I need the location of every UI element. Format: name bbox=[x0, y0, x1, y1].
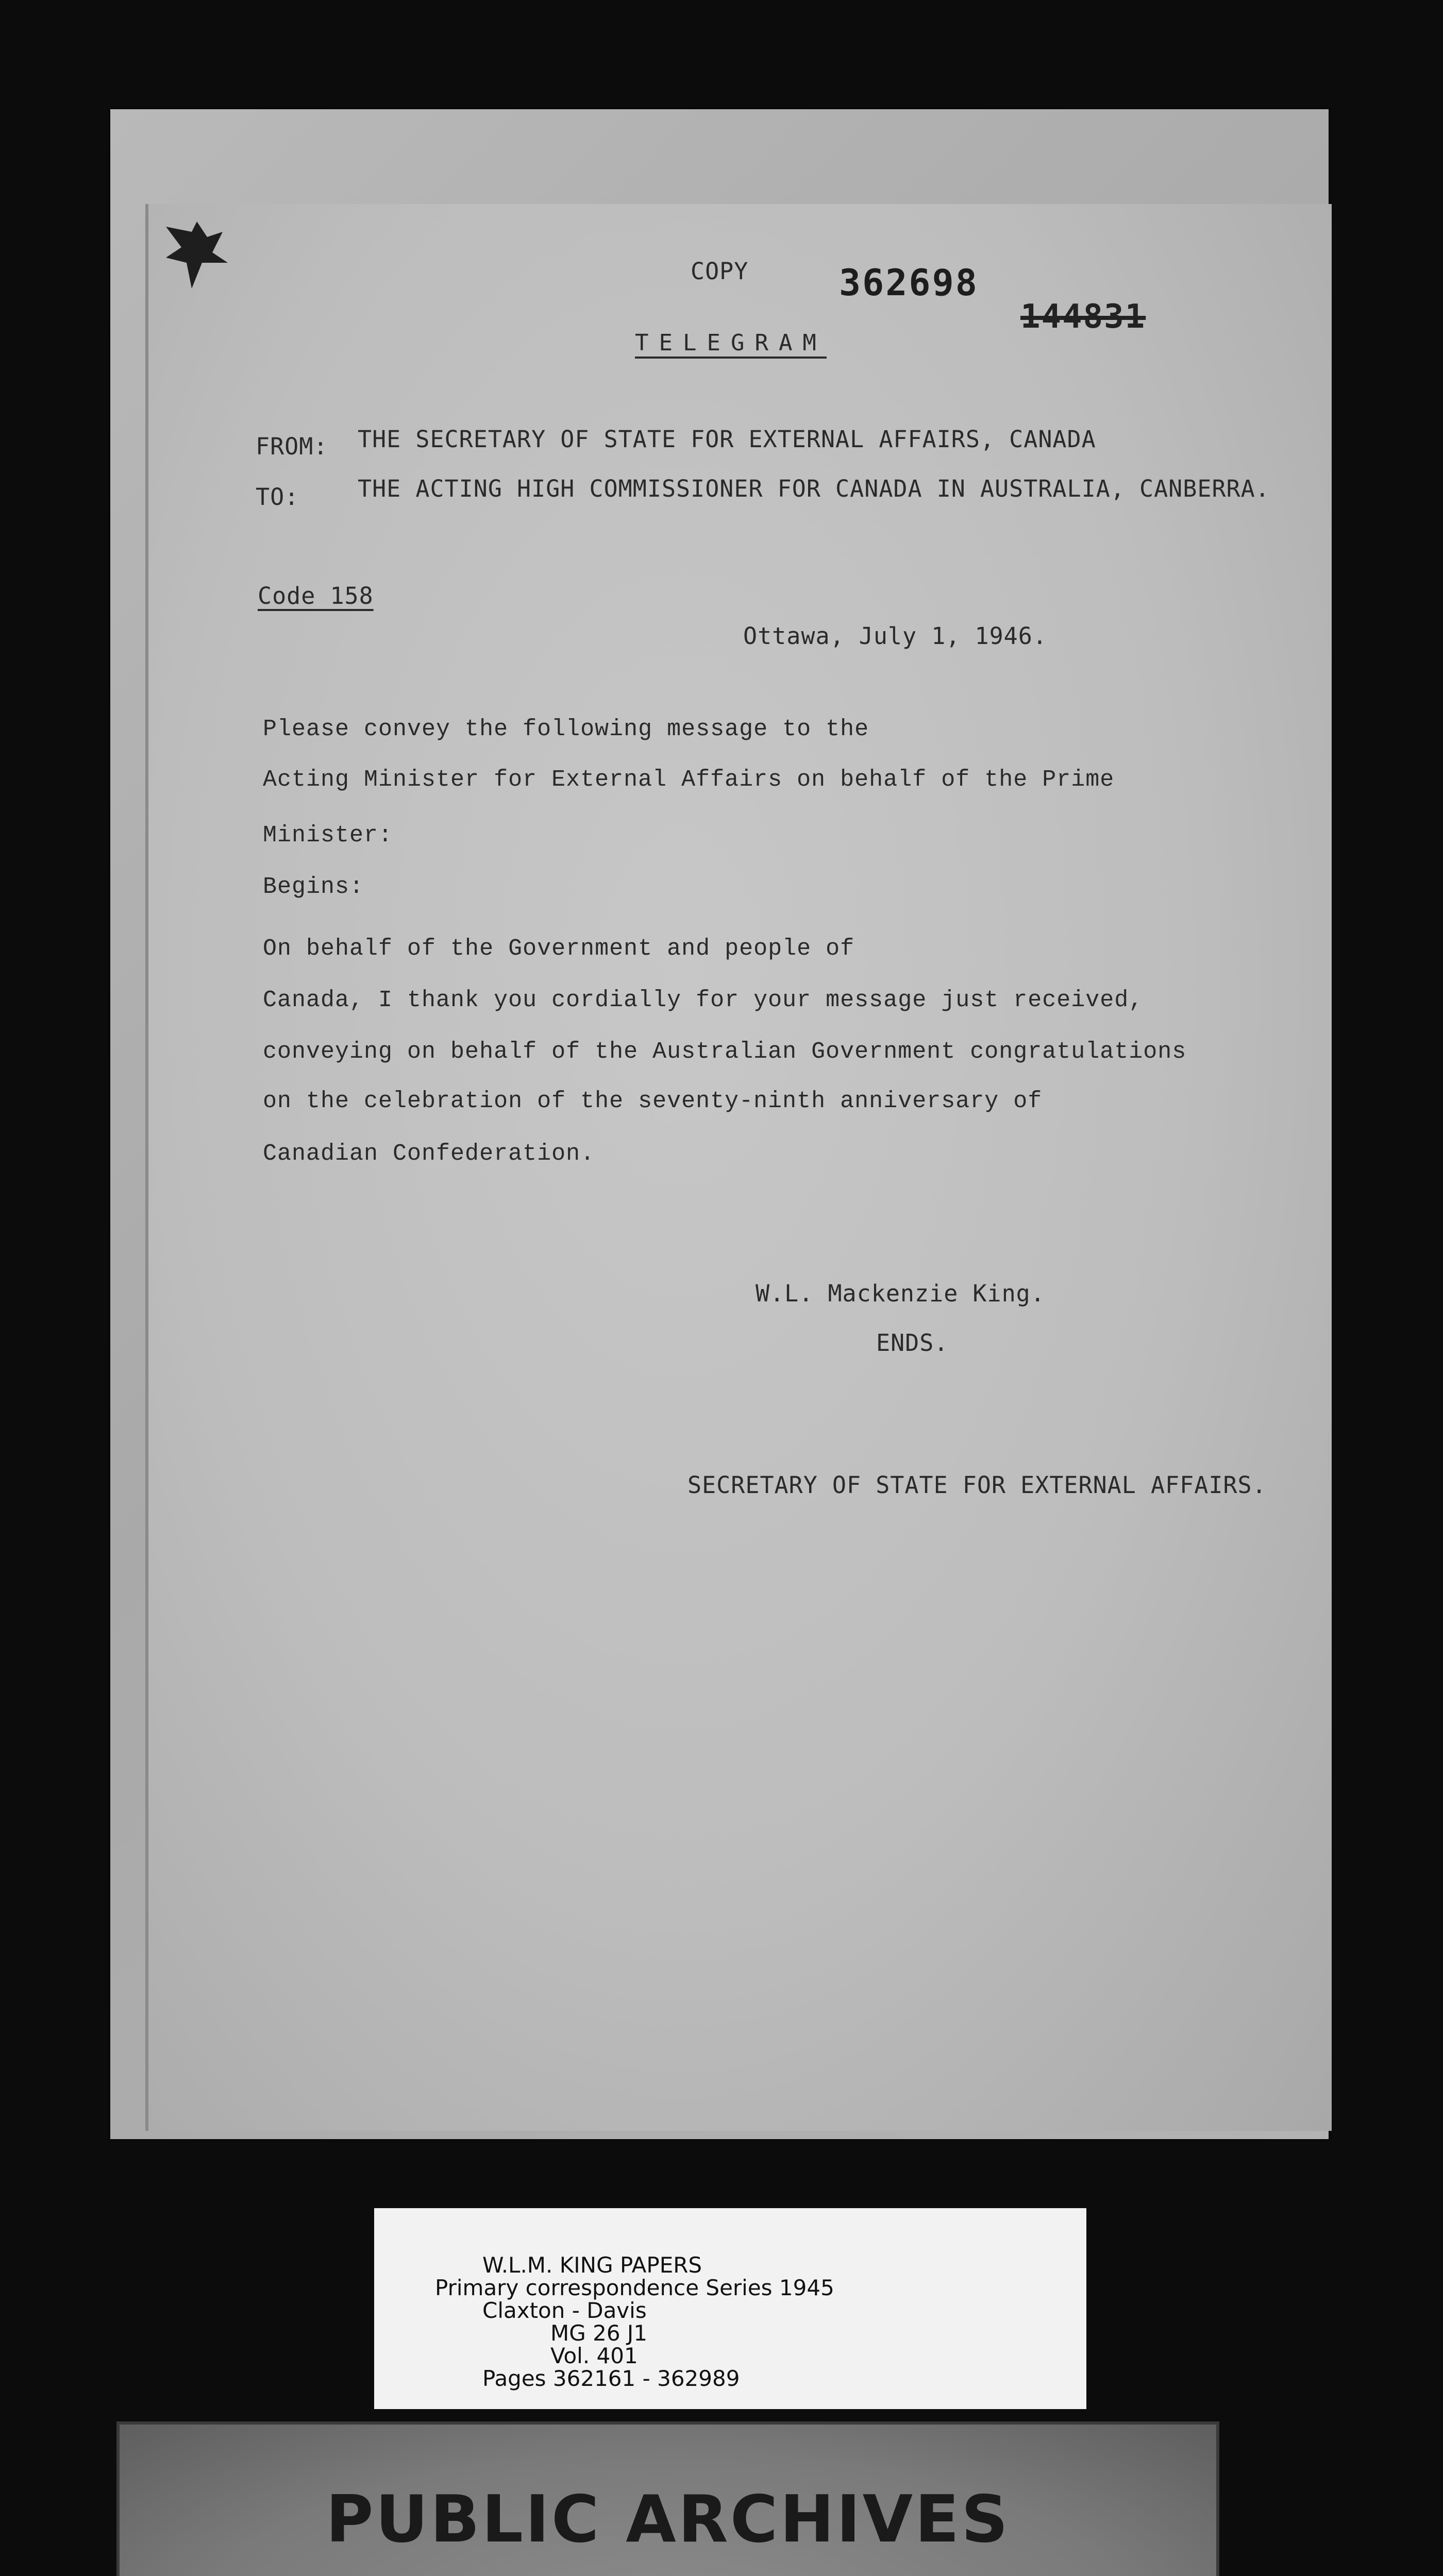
label-volume: Vol. 401 bbox=[550, 2343, 638, 2368]
telegram-heading: TELEGRAM bbox=[635, 330, 827, 356]
copy-label: COPY bbox=[691, 258, 749, 285]
from-value: THE SECRETARY OF STATE FOR EXTERNAL AFFAIRS, CANADA bbox=[358, 426, 1096, 453]
label-series: Primary correspondence Series 1945 bbox=[435, 2275, 834, 2300]
code-reference: Code 158 bbox=[258, 582, 374, 609]
closing-sender: SECRETARY OF STATE FOR EXTERNAL AFFAIRS. bbox=[687, 1471, 1267, 1499]
body-line: on the celebration of the seventy-ninth anniversary of bbox=[263, 1088, 1043, 1114]
label-pages: Pages 362161 - 362989 bbox=[482, 2366, 740, 2391]
body-line: Begins: bbox=[263, 874, 364, 900]
body-line: Please convey the following message to the bbox=[263, 716, 869, 742]
body-line: On behalf of the Government and people of bbox=[263, 936, 855, 962]
ends-marker: ENDS. bbox=[876, 1329, 949, 1357]
body-line: conveying on behalf of the Australian Government congratulations bbox=[263, 1039, 1187, 1065]
label-title: W.L.M. KING PAPERS bbox=[482, 2252, 702, 2278]
body-line: Minister: bbox=[263, 822, 393, 849]
from-label: FROM: bbox=[256, 433, 328, 460]
to-value: THE ACTING HIGH COMMISSIONER FOR CANADA IN AUSTRALIA, CANBERRA. bbox=[358, 475, 1270, 502]
body-line: Canada, I thank you cordially for your message just received, bbox=[263, 987, 1144, 1013]
document-number: 362698 bbox=[839, 262, 979, 304]
signature: W.L. Mackenzie King. bbox=[756, 1280, 1045, 1307]
stamp-line-public-archives: PUBLIC ARCHIVES bbox=[326, 2481, 1010, 2557]
archives-stamp bbox=[116, 2421, 1219, 2576]
dateline: Ottawa, July 1, 1946. bbox=[743, 622, 1047, 650]
to-label: TO: bbox=[256, 483, 299, 511]
label-manuscript-group: MG 26 J1 bbox=[550, 2320, 648, 2346]
label-names: Claxton - Davis bbox=[482, 2298, 647, 2323]
body-line: Acting Minister for External Affairs on behalf of the Prime bbox=[263, 767, 1115, 793]
struck-old-number: 144831 bbox=[1020, 298, 1146, 336]
body-line: Canadian Confederation. bbox=[263, 1141, 595, 1167]
archive-label-card bbox=[374, 2208, 1086, 2409]
torn-corner-mark bbox=[161, 216, 238, 294]
